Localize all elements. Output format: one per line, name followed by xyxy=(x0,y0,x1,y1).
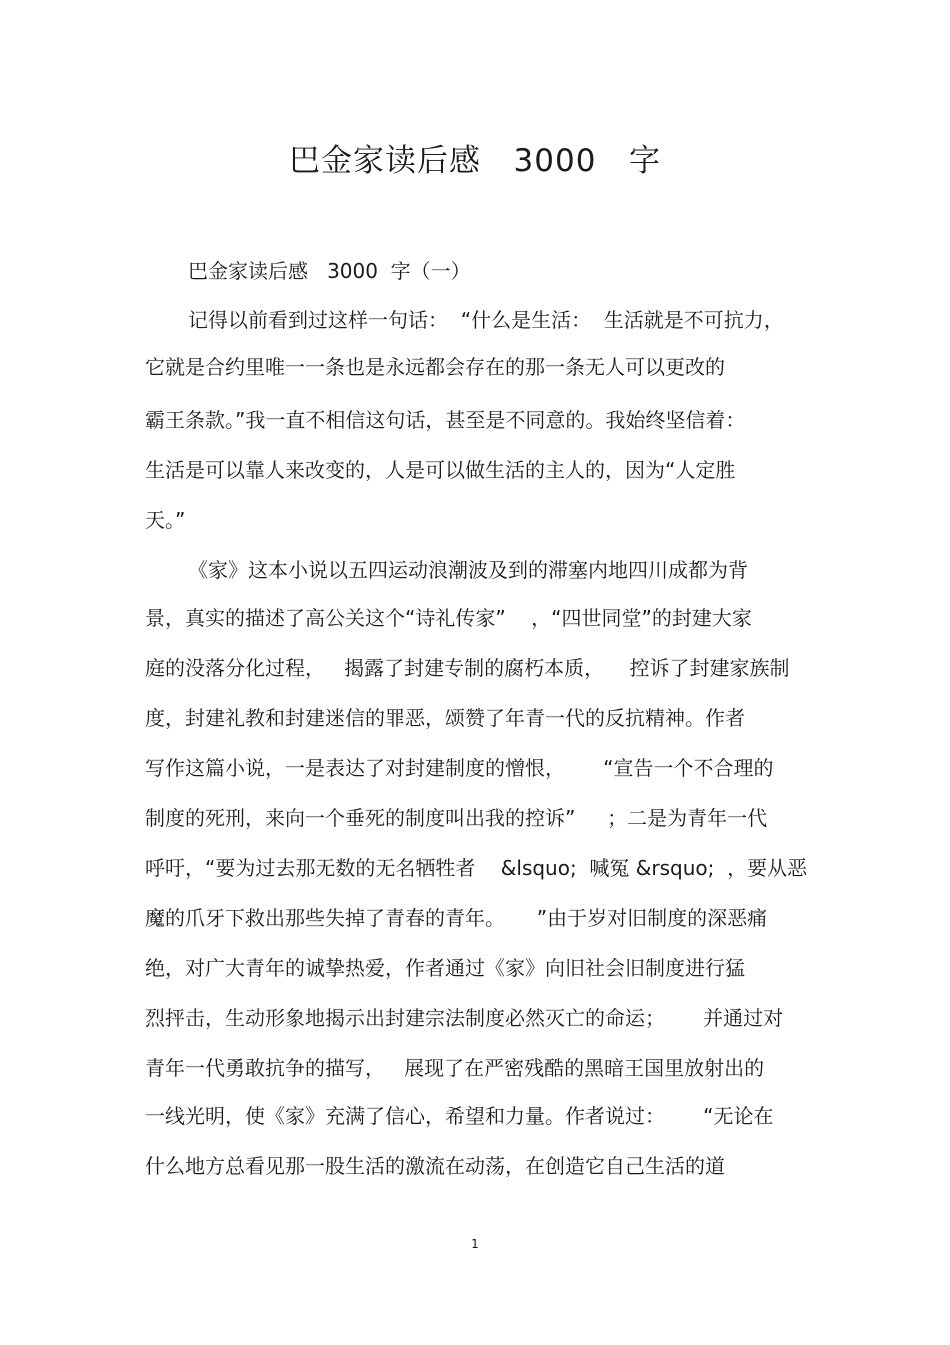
body-line: 呼吁，“要为过去那无数的无名牺牲者 &lsquo; 喊冤 &rsquo; ，要从恶 xyxy=(145,856,808,880)
body-line: 度，封建礼教和封建迷信的罪恶，颂赞了年青一代的反抗精神。作者 xyxy=(145,706,745,730)
page-number: 1 xyxy=(471,1237,479,1251)
body-line: 天。” xyxy=(145,508,186,532)
body-line: 它就是合约里唯一一条也是永远都会存在的那一条无人可以更改的 xyxy=(145,355,725,379)
body-line: 一线光明，使《家》充满了信心，希望和力量。作者说过： “无论在 xyxy=(145,1104,774,1128)
body-line: 青年一代勇敢抗争的描写， 展现了在严密残酷的黑暗王国里放射出的 xyxy=(145,1056,765,1080)
body-line: 景，真实的描述了高公关这个“诗礼传家” ，“四世同堂”的封建大家 xyxy=(145,606,752,630)
body-line: 记得以前看到过这样一句话： “什么是生活： 生活就是不可抗力， xyxy=(188,308,784,332)
body-line: 写作这篇小说，一是表达了对封建制度的憎恨， “宣告一个不合理的 xyxy=(145,756,774,780)
body-line: 《家》这本小说以五四运动浪潮波及到的滞塞内地四川成都为背 xyxy=(188,558,748,582)
body-line: 霸王条款。”我一直不相信这句话，甚至是不同意的。我始终坚信着： xyxy=(145,408,746,432)
body-line: 什么地方总看见那一股生活的激流在动荡，在创造它自己生活的道 xyxy=(145,1154,725,1178)
document-title: 巴金家读后感 3000 字 xyxy=(288,143,662,179)
body-line: 魔的爪牙下救出那些失掉了青春的青年。 ”由于岁对旧制度的深恶痛 xyxy=(145,906,768,930)
body-line: 庭的没落分化过程， 揭露了封建专制的腐朽本质， 控诉了封建家族制 xyxy=(145,656,790,680)
body-line: 生活是可以靠人来改变的，人是可以做生活的主人的，因为“人定胜 xyxy=(145,458,736,482)
body-line: 制度的死刑，来向一个垂死的制度叫出我的控诉” ；二是为青年一代 xyxy=(145,806,768,830)
section-heading: 巴金家读后感 3000 字（一） xyxy=(188,259,471,283)
body-line: 绝，对广大青年的诚挚热爱，作者通过《家》向旧社会旧制度进行猛 xyxy=(145,956,745,980)
body-line: 烈抨击，生动形象地揭示出封建宗法制度必然灭亡的命运； 并通过对 xyxy=(145,1006,784,1030)
